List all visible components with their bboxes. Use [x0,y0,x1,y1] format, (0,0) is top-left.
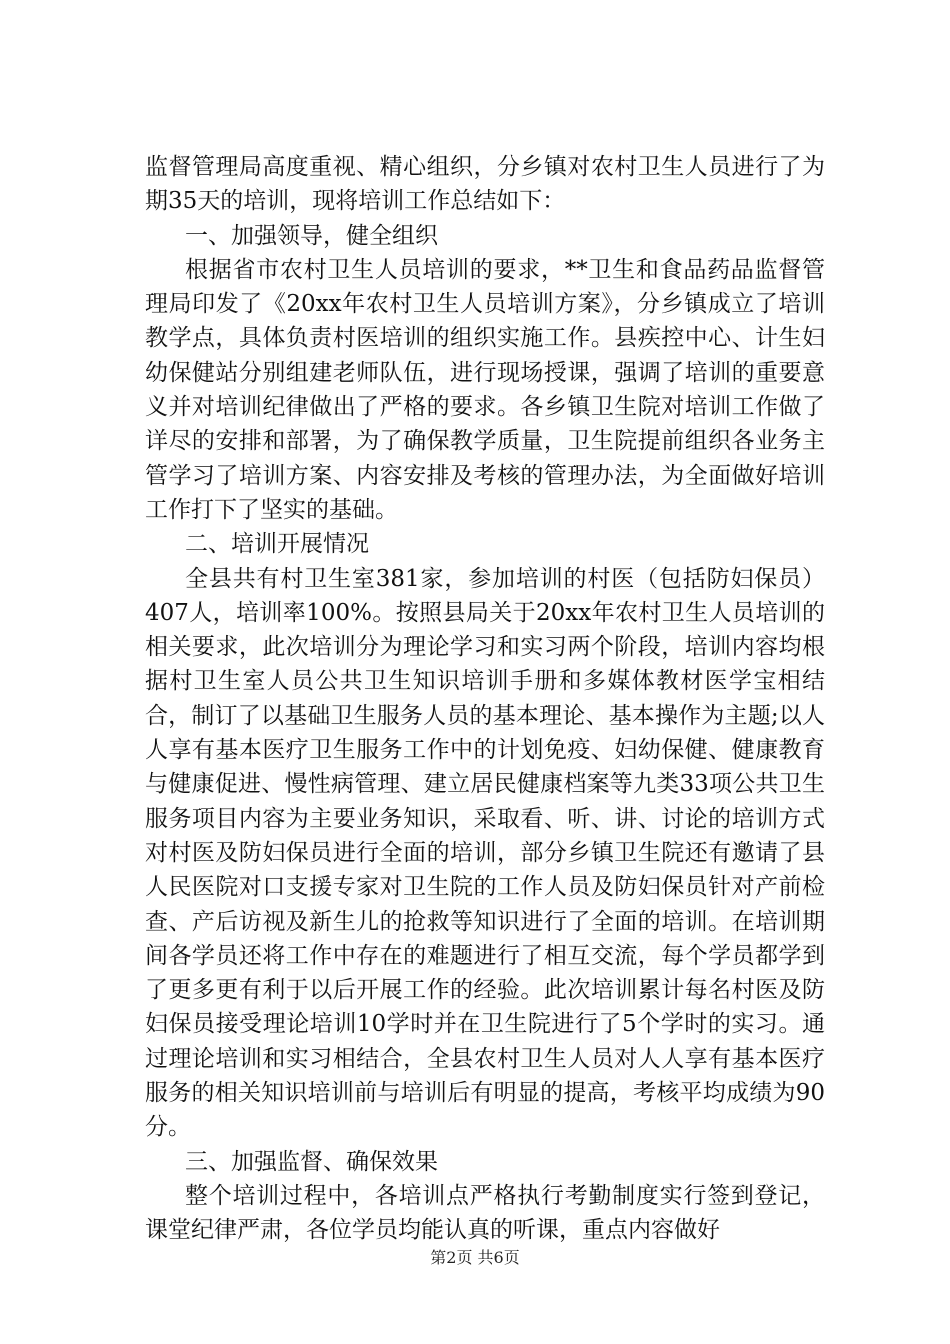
section-heading-2: 二、培训开展情况 [185,531,369,558]
paragraph-section-1: 根据省市农村卫生人员培训的要求，**卫生和食品药品监督管理局印发了《20xx年农村卫生人员培训方案》，分乡镇成立了培训教学点，具体负责村医培训的组织实施工作。县疾控中心、计生妇幼保健站分别组建老师队伍，进行现场授课，强调了培训的重要意义并对培训纪律做出了严格的要求。各乡镇卫生院对培训工作做了详尽的安排和部署，为了确保教学质量，卫生院提前组织各业务主管学习了培训方案、内容安排及考核的管理办法，为全面做好培训工作打下了坚实的基础。 [145,256,825,523]
page-number: 第2页 共6页 [430,1248,520,1267]
paragraph-section-2: 全县共有村卫生室381家，参加培训的村医（包括防妇保员）407人，培训率100%。按照县局关于20xx年农村卫生人员培训的相关要求，此次培训分为理论学习和实习两个阶段，培训内容均根据村卫生室人员公共卫生知识培训手册和多媒体教材医学宝相结合，制订了以基础卫生服务人员的基本理论、基本操作为主题;以人人享有基本医疗卫生服务工作中的计划免疫、妇幼保健、健康教育与健康促进、慢性病管理、建立居民健康档案等九类33项公共卫生服务项目内容为主要业务知识，采取看、听、讲、讨论的培训方式对村医及防妇保员进行全面的培训，部分乡镇卫生院还有邀请了县人民医院对口支援专家对卫生院的工作人员及防妇保员针对产前检查、产后访视及新生儿的抢救等知识进行了全面的培训。在培训期间各学员还将工作中存在的难题进行了相互交流，每个学员都学到了更多更有利于以后开展工作的经验。此次培训累计每名村医及防妇保员接受理论培训10学时并在卫生院进行了5个学时的实习。通过理论培训和实习相结合，全县农村卫生人员对人人享有基本医疗服务的相关知识培训前与培训后有明显的提高，考核平均成绩为90分。 [145,565,825,1141]
section-heading-3: 三、加强监督、确保效果 [185,1148,438,1175]
paragraph-intro: 监督管理局高度重视、精心组织，分乡镇对农村卫生人员进行了为期35天的培训，现将培训工作总结如下： [145,154,825,215]
section-heading-1: 一、加强领导，健全组织 [185,222,438,249]
paragraph-section-3: 整个培训过程中，各培训点严格执行考勤制度实行签到登记，课堂纪律严肃，各位学员均能认真的听课，重点内容做好 [145,1182,825,1244]
page-footer [0,1245,950,1268]
document-body [145,150,825,1248]
